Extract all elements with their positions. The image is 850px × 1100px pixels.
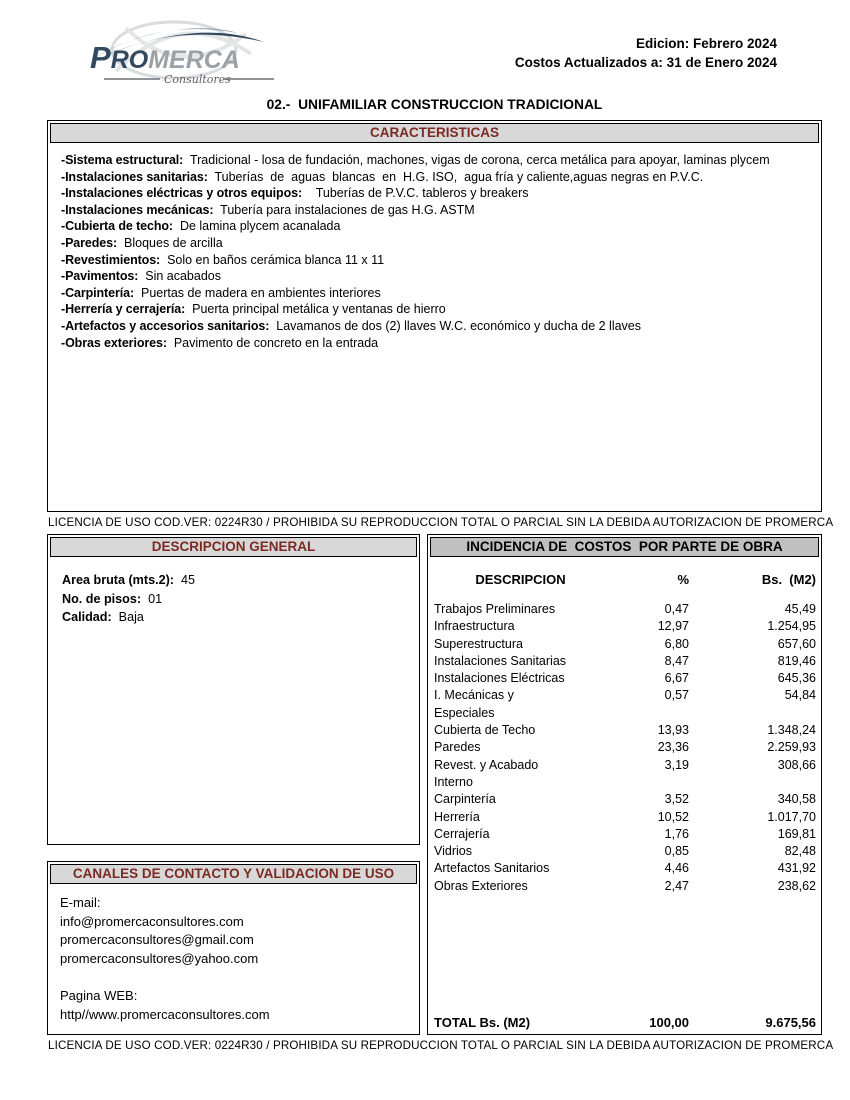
caracteristica-label: -Pavimentos: (61, 269, 139, 284)
row-label: Vidrios (434, 844, 472, 859)
caracteristica-label: -Instalaciones sanitarias: (61, 169, 208, 184)
incidencia-rows (434, 601, 816, 895)
row-pct: 3,19 (664, 757, 689, 772)
caracteristica-item: -Cubierta de techo: De lamina plycem acanalada (61, 219, 341, 234)
email-address: promercaconsultores@gmail.com (60, 932, 254, 948)
row-bs: 340,58 (777, 792, 816, 807)
caracteristicas-header: CARACTERISTICAS (50, 123, 819, 143)
table-row (434, 653, 816, 670)
caracteristica-label: -Cubierta de techo: (61, 219, 173, 234)
row-bs: 45,49 (784, 602, 816, 616)
caracteristica-item: -Revestimientos: Solo en baños cerámica blanca 11 x 11 (61, 252, 385, 267)
caracteristica-item: -Sistema estructural: Tradicional - losa de fundación, machones, vigas de corona, cerca metálica para apoyar, laminas plycem (61, 153, 770, 167)
descripcion-general-header: DESCRIPCION GENERAL (50, 537, 417, 557)
row-label: Artefactos Sanitarios (434, 861, 550, 876)
descripcion-general-fields (48, 559, 419, 627)
incidencia-table (428, 559, 821, 895)
row-bs: 2.259,93 (767, 740, 816, 755)
promerca-logo (86, 16, 286, 92)
caracteristica-item: -Instalaciones eléctricas y otros equipos: Tuberías de P.V.C. tableros y breakers (61, 186, 529, 201)
row-label: Instalaciones Sanitarias (434, 653, 567, 668)
row-pct: 8,47 (664, 653, 689, 668)
table-row (434, 670, 816, 687)
caracteristica-label: -Paredes: (61, 235, 118, 250)
col-header-pct: % (677, 572, 689, 587)
row-bs: 169,81 (777, 826, 816, 841)
caracteristica-item: -Paredes: Bloques de arcilla (61, 235, 223, 250)
caracteristica-item: -Pavimentos: Sin acabados (61, 269, 221, 284)
table-row (434, 791, 816, 808)
row-label: Infraestructura (434, 619, 515, 634)
caracteristicas-list (48, 145, 821, 351)
table-row (434, 687, 816, 722)
edition-info (515, 34, 777, 72)
table-row (434, 860, 816, 877)
row-pct: 3,52 (664, 792, 689, 807)
row-bs: 1.017,70 (767, 809, 816, 824)
page-title: 02.- UNIFAMILIAR CONSTRUCCION TRADICIONAL (266, 97, 603, 112)
row-bs: 1.348,24 (767, 723, 816, 738)
caracteristica-label: -Revestimientos: (61, 252, 161, 267)
row-pct: 0,85 (664, 844, 689, 859)
email-address: promercaconsultores@yahoo.com (60, 950, 259, 966)
row-label: Paredes (434, 740, 481, 755)
row-label: Superestructura (434, 636, 523, 651)
row-label: Cubierta de Techo (434, 723, 536, 738)
descripcion-field-label: Calidad: (62, 610, 112, 624)
email-label: E-mail: (60, 895, 101, 910)
row-pct: 12,97 (657, 619, 689, 634)
row-pct: 1,76 (664, 826, 689, 841)
caracteristicas-box (47, 120, 822, 512)
total-bs: 9.675,56 (765, 1015, 816, 1030)
row-label: Herrería (434, 809, 480, 824)
row-bs: 645,36 (777, 671, 816, 686)
descripcion-field: No. de pisos: 01 (62, 591, 163, 606)
row-label: Revest. y Acabado Interno (434, 757, 539, 789)
svg-text:PROMERCA: PROMERCA (90, 40, 240, 75)
costs-updated-line: Costos Actualizados a: 31 de Enero 2024 (514, 55, 777, 70)
email-list (60, 913, 419, 969)
row-pct: 4,46 (664, 861, 689, 876)
logo-tagline: Consultores (164, 73, 231, 86)
row-bs: 819,46 (777, 653, 816, 668)
table-row (434, 843, 816, 860)
caracteristica-label: -Herrería y cerrajería: (61, 302, 186, 317)
caracteristica-label: -Instalaciones mecánicas: (61, 202, 214, 217)
caracteristica-item: -Obras exteriores: Pavimento de concreto en la entrada (61, 335, 379, 350)
row-pct: 6,67 (664, 671, 689, 686)
descripcion-field-label: Area bruta (mts.2): (62, 573, 174, 587)
descripcion-field-label: No. de pisos: (62, 591, 142, 606)
row-pct: 6,80 (664, 636, 689, 651)
web-label: Pagina WEB: (60, 987, 138, 1003)
row-label: Cerrajería (434, 826, 490, 841)
row-pct: 0,57 (664, 688, 689, 703)
table-row (434, 722, 816, 739)
contacto-body (48, 886, 419, 1024)
row-bs: 657,60 (777, 636, 816, 651)
row-label: I. Mecánicas y Especiales (434, 688, 514, 720)
row-label: Carpintería (434, 792, 496, 807)
descripcion-general-box (47, 534, 420, 845)
row-pct: 13,93 (657, 723, 689, 738)
col-header-bs: Bs. (M2) (761, 572, 816, 587)
row-pct: 10,52 (657, 809, 689, 824)
caracteristica-label: -Artefactos y accesorios sanitarios: (61, 318, 270, 333)
caracteristica-label: -Sistema estructural: (61, 153, 184, 167)
caracteristica-item: -Herrería y cerrajería: Puerta principal metálica y ventanas de hierro (61, 302, 446, 317)
promerca-logo-graphic (86, 16, 286, 92)
row-bs: 238,62 (777, 878, 816, 893)
table-row (434, 636, 816, 653)
table-row (434, 618, 816, 635)
table-row (434, 878, 816, 895)
total-label: TOTAL Bs. (M2) (434, 1015, 531, 1030)
table-row (434, 739, 816, 756)
row-pct: 2,47 (664, 878, 689, 893)
caracteristica-item: -Artefactos y accesorios sanitarios: Lavamanos de dos (2) llaves W.C. económico y ducha de 2 llaves (61, 318, 642, 333)
row-pct: 0,47 (664, 602, 689, 616)
row-pct: 23,36 (657, 740, 689, 755)
row-label: Obras Exteriores (434, 878, 528, 893)
caracteristica-item: -Instalaciones sanitarias: Tuberías de aguas blancas en H.G. ISO, agua fría y caliente,aguas negras en P.V.C. (61, 169, 704, 184)
table-row (434, 757, 816, 792)
incidencia-box (427, 534, 822, 1035)
descripcion-field: Area bruta (mts.2): 45 (62, 573, 195, 587)
license-line-bottom: LICENCIA DE USO COD.VER: 0224R30 / PROHIBIDA SU REPRODUCCION TOTAL O PARCIAL SIN LA DEBIDA AUTORIZACION DE PROMERCA (48, 1039, 834, 1052)
caracteristica-label: -Carpintería: (61, 285, 135, 300)
row-bs: 308,66 (777, 757, 816, 772)
table-row (434, 826, 816, 843)
caracteristica-label: -Instalaciones eléctricas y otros equipos: (61, 186, 303, 201)
incidencia-total-row (434, 1015, 816, 1030)
license-line-top: LICENCIA DE USO COD.VER: 0224R30 / PROHIBIDA SU REPRODUCCION TOTAL O PARCIAL SIN LA DEBIDA AUTORIZACION DE PROMERCA (48, 516, 834, 529)
contacto-box (47, 861, 420, 1035)
contacto-header: CANALES DE CONTACTO Y VALIDACION DE USO (50, 864, 417, 884)
row-bs: 82,48 (784, 844, 816, 859)
incidencia-column-headers (434, 572, 816, 587)
row-label: Instalaciones Eléctricas (434, 671, 565, 686)
row-bs: 431,92 (777, 861, 816, 876)
caracteristica-label: -Obras exteriores: (61, 335, 167, 350)
spacer-line (60, 968, 419, 987)
web-url: http//www.promercaconsultores.com (60, 1006, 270, 1022)
col-header-descripcion: DESCRIPCION (475, 572, 566, 587)
row-label: Trabajos Preliminares (434, 602, 556, 616)
table-row (434, 809, 816, 826)
total-pct: 100,00 (649, 1015, 689, 1030)
descripcion-field: Calidad: Baja (62, 610, 144, 624)
caracteristica-item: -Instalaciones mecánicas: Tubería para instalaciones de gas H.G. ASTM (61, 202, 475, 217)
incidencia-header: INCIDENCIA DE COSTOS POR PARTE DE OBRA (430, 537, 819, 557)
email-address: info@promercaconsultores.com (60, 913, 244, 929)
row-bs: 54,84 (784, 688, 816, 703)
caracteristica-item: -Carpintería: Puertas de madera en ambientes interiores (61, 285, 381, 300)
table-row (434, 601, 816, 618)
edition-line: Edicion: Febrero 2024 (635, 36, 777, 51)
row-bs: 1.254,95 (767, 619, 816, 634)
